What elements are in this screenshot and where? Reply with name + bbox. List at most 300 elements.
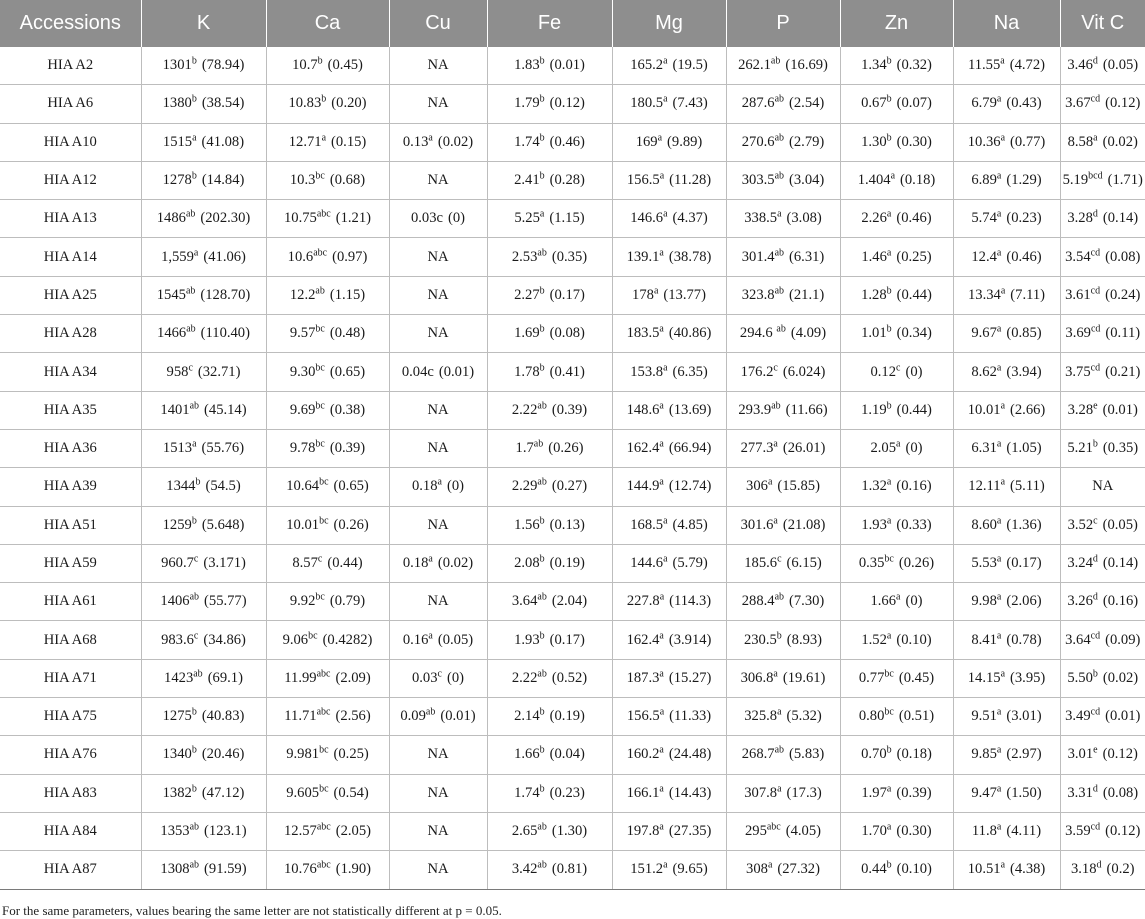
significance-letter: a	[996, 591, 1002, 603]
significance-letter: a	[773, 438, 778, 450]
value-cell	[612, 276, 726, 314]
std-error: (0.30)	[896, 133, 932, 150]
std-error: (14.43)	[668, 784, 712, 801]
value-cell	[612, 123, 726, 161]
value-cell	[266, 161, 389, 199]
std-error: (11.28)	[669, 172, 712, 189]
mean-value: 0.18	[402, 555, 429, 571]
value-cell	[726, 429, 840, 467]
std-error: (0.43)	[1006, 95, 1042, 112]
significance-letter: c	[896, 362, 901, 374]
mean-value: 0.03c	[410, 210, 443, 227]
std-error: (0.17)	[549, 286, 585, 303]
mean-value: 9.981	[286, 746, 320, 763]
mean-value: 5.53	[971, 555, 997, 571]
value-cell	[953, 774, 1060, 812]
std-error: (0.02)	[437, 555, 474, 571]
significance-letter: d	[1092, 208, 1098, 220]
value-cell	[953, 468, 1060, 506]
std-error: (2.04)	[551, 593, 588, 610]
significance-letter: ab	[774, 744, 785, 756]
value-cell	[487, 161, 612, 199]
accession-name: HIA A39	[43, 478, 97, 495]
std-error: (11.66)	[785, 401, 828, 418]
value-cell	[389, 47, 487, 85]
std-error: (0.41)	[549, 363, 585, 380]
significance-letter: b	[539, 630, 545, 642]
mean-value: 1486	[156, 210, 186, 227]
significance-letter: b	[539, 132, 545, 144]
significance-letter: ab	[537, 859, 547, 871]
significance-letter: c	[1093, 515, 1098, 527]
significance-letter: a	[996, 247, 1002, 259]
significance-letter: b	[195, 476, 201, 488]
std-error: (5.11)	[1010, 478, 1045, 495]
std-error: (11.33)	[669, 708, 712, 725]
significance-letter: c	[193, 630, 199, 642]
value-cell	[389, 391, 487, 429]
mean-value: 8.58	[1067, 133, 1094, 150]
mean-value: NA	[427, 516, 449, 533]
accession-cell	[0, 774, 141, 812]
accession-cell	[0, 200, 141, 238]
value-cell	[487, 315, 612, 353]
value-cell	[726, 698, 840, 736]
std-error: (16.69)	[785, 57, 828, 74]
significance-letter: abc	[316, 208, 331, 220]
value-cell	[726, 47, 840, 85]
significance-letter: bc	[315, 438, 325, 450]
std-error: (27.32)	[777, 861, 820, 878]
accession-name: HIA A12	[43, 172, 97, 189]
std-error: (0.19)	[549, 708, 585, 725]
std-error: (3.914)	[668, 631, 712, 648]
value-cell	[953, 698, 1060, 736]
mean-value: 0.12	[870, 363, 897, 380]
mean-value: 0.09	[400, 708, 426, 725]
value-cell	[726, 353, 840, 391]
significance-letter: a	[886, 630, 892, 642]
value-cell	[266, 47, 389, 85]
std-error: (0.09)	[1105, 631, 1141, 648]
value-cell	[141, 812, 266, 850]
value-cell	[141, 200, 266, 238]
std-error: (38.78)	[668, 248, 712, 265]
value-cell	[726, 161, 840, 199]
value-cell	[612, 468, 726, 506]
significance-letter: ab	[774, 591, 785, 603]
significance-letter: a	[996, 783, 1002, 795]
std-error: (0.68)	[329, 172, 366, 189]
std-error: (6.15)	[786, 555, 822, 571]
significance-letter: d	[1092, 783, 1098, 795]
significance-letter: bc	[319, 783, 329, 795]
table-row	[0, 583, 1145, 621]
mean-value: 308	[746, 861, 768, 878]
std-error: (0.78)	[1006, 631, 1042, 648]
value-cell	[840, 698, 953, 736]
value-cell	[840, 161, 953, 199]
std-error: (8.93)	[786, 631, 823, 648]
significance-letter: ab	[774, 132, 785, 144]
significance-letter: a	[663, 362, 668, 374]
accession-cell	[0, 812, 141, 850]
value-cell	[266, 123, 389, 161]
accession-cell	[0, 583, 141, 621]
table-row	[0, 774, 1145, 812]
significance-letter: a	[777, 706, 782, 718]
value-cell	[726, 200, 840, 238]
accession-name: HIA A25	[43, 286, 97, 303]
value-cell	[1060, 276, 1145, 314]
significance-letter: a	[659, 821, 664, 833]
value-cell	[487, 85, 612, 123]
significance-letter: a	[659, 744, 664, 756]
mean-value: 325.8	[744, 708, 778, 725]
value-cell	[141, 583, 266, 621]
mean-value: 1340	[162, 746, 192, 763]
accession-name: HIA A61	[43, 593, 97, 610]
std-error: (13.77)	[663, 286, 706, 303]
significance-letter: bc	[884, 553, 894, 565]
value-cell	[840, 123, 953, 161]
value-cell	[487, 774, 612, 812]
value-cell	[266, 736, 389, 774]
significance-letter: ab	[774, 93, 785, 105]
mean-value: 1259	[162, 516, 192, 533]
std-error: (0.02)	[1102, 133, 1138, 150]
significance-letter: c	[437, 668, 442, 680]
mean-value: 14.15	[967, 669, 1001, 686]
value-cell	[612, 812, 726, 850]
value-cell	[487, 47, 612, 85]
significance-letter: ab	[185, 208, 196, 220]
value-cell	[141, 391, 266, 429]
col-header-ca: Ca	[266, 0, 389, 47]
value-cell	[840, 238, 953, 276]
mean-value: NA	[427, 746, 449, 763]
std-error: (0.05)	[437, 631, 474, 648]
table-row	[0, 851, 1145, 889]
std-error: (0.17)	[1006, 555, 1042, 571]
std-error: (0.16)	[896, 478, 932, 495]
significance-letter: bcd	[1088, 170, 1103, 182]
mean-value: 165.2	[630, 57, 664, 74]
value-cell	[612, 238, 726, 276]
significance-letter: a	[996, 323, 1002, 335]
significance-letter: ab	[776, 323, 786, 335]
mean-value: 162.4	[626, 631, 660, 648]
std-error: (5.32)	[786, 708, 822, 725]
significance-letter: a	[659, 630, 664, 642]
std-error: (6.31)	[789, 248, 825, 265]
col-header-vitc: Vit C	[1060, 0, 1145, 47]
accession-name: HIA A71	[43, 669, 97, 686]
significance-letter: a	[659, 323, 664, 335]
value-cell	[1060, 583, 1145, 621]
value-cell	[389, 161, 487, 199]
mean-value: 3.59	[1065, 823, 1091, 840]
std-error: (0.44)	[896, 286, 932, 303]
std-error: (4.72)	[1009, 57, 1045, 74]
value-cell	[389, 774, 487, 812]
significance-letter: cd	[1090, 323, 1101, 335]
significance-letter: ab	[189, 821, 200, 833]
std-error: (15.27)	[668, 669, 712, 686]
std-error: (0.10)	[896, 631, 932, 648]
value-cell	[141, 506, 266, 544]
std-error: (0.21)	[1105, 363, 1141, 380]
table-row	[0, 468, 1145, 506]
mean-value: 2.22	[511, 401, 538, 418]
significance-letter: b	[539, 93, 545, 105]
std-error: (17.3)	[786, 784, 822, 801]
significance-letter: a	[659, 438, 664, 450]
value-cell	[840, 774, 953, 812]
significance-letter: ab	[774, 247, 785, 259]
mean-value: 323.8	[741, 286, 775, 303]
std-error: (5.648)	[201, 516, 245, 533]
std-error: (78.94)	[201, 57, 245, 74]
mean-value: 169	[635, 133, 658, 150]
std-error: (40.83)	[201, 708, 245, 725]
value-cell	[953, 812, 1060, 850]
value-cell	[840, 391, 953, 429]
table-footnote: For the same parameters, values bearing the same letter are not statistically different at p = 0.05.	[2, 903, 502, 918]
significance-letter: ab	[537, 247, 547, 259]
significance-letter: ab	[537, 400, 547, 412]
mean-value: 9.47	[971, 784, 997, 801]
significance-letter: a	[663, 208, 668, 220]
value-cell	[726, 851, 840, 889]
accession-cell	[0, 851, 141, 889]
accession-cell	[0, 353, 141, 391]
std-error: (0.32)	[896, 57, 932, 74]
mean-value: 10.64	[286, 478, 320, 495]
mean-value: 1.56	[514, 516, 540, 533]
mean-value: 1.78	[514, 363, 540, 380]
significance-letter: cd	[1090, 706, 1101, 718]
value-cell	[389, 544, 487, 582]
value-cell	[953, 429, 1060, 467]
std-error: (38.54)	[201, 95, 245, 112]
significance-letter: a	[767, 476, 773, 488]
std-error: (0.01)	[1105, 708, 1141, 725]
mean-value: 185.6	[744, 555, 778, 571]
value-cell	[840, 506, 953, 544]
std-error: (0)	[446, 669, 465, 686]
mean-value: 156.5	[626, 708, 660, 725]
significance-letter: c	[188, 362, 193, 374]
mean-value: 11.99	[284, 669, 317, 686]
std-error: (3.01)	[1006, 708, 1042, 725]
mean-value: 11.55	[967, 57, 1001, 74]
mean-value: 1.83	[514, 57, 540, 74]
mean-value: 1301	[162, 57, 192, 74]
accession-name: HIA A36	[43, 440, 97, 457]
significance-letter: abc	[316, 706, 331, 718]
value-cell	[266, 429, 389, 467]
significance-letter: b	[539, 515, 545, 527]
significance-letter: ab	[537, 821, 547, 833]
mean-value: NA	[427, 784, 449, 801]
mean-value: 1.52	[861, 631, 887, 648]
value-cell	[487, 353, 612, 391]
std-error: (41.06)	[203, 248, 246, 265]
value-cell	[487, 276, 612, 314]
value-cell	[612, 391, 726, 429]
value-cell	[726, 238, 840, 276]
value-cell	[1060, 698, 1145, 736]
mean-value: 12.71	[288, 133, 322, 150]
significance-letter: b	[321, 93, 327, 105]
mean-value: 301.6	[740, 516, 774, 533]
mean-value: 180.5	[630, 95, 664, 112]
mean-value: NA	[427, 57, 449, 74]
mean-value: 166.1	[626, 784, 660, 801]
std-error: (0.85)	[1006, 325, 1042, 342]
significance-letter: b	[191, 55, 197, 67]
mean-value: 1.66	[870, 593, 897, 610]
accession-name: HIA A34	[43, 363, 97, 380]
mean-value: 1.7	[515, 440, 534, 457]
significance-letter: a	[659, 668, 664, 680]
mean-value: 294.6	[739, 325, 777, 342]
std-error: (0.11)	[1105, 325, 1141, 342]
value-cell	[1060, 774, 1145, 812]
value-cell	[487, 621, 612, 659]
significance-letter: b	[886, 323, 892, 335]
std-error: (0.28)	[549, 172, 585, 189]
accession-name: HIA A51	[43, 516, 97, 533]
value-cell	[487, 583, 612, 621]
significance-letter: a	[996, 553, 1002, 565]
mean-value: 3.61	[1065, 286, 1091, 303]
value-cell	[726, 736, 840, 774]
value-cell	[1060, 238, 1145, 276]
value-cell	[953, 238, 1060, 276]
value-cell	[726, 621, 840, 659]
std-error: (1.50)	[1006, 784, 1042, 801]
value-cell	[840, 583, 953, 621]
mean-value: 146.6	[630, 210, 664, 227]
std-error: (27.35)	[668, 823, 712, 840]
significance-letter: a	[996, 821, 1002, 833]
mean-value: 3.64	[1065, 631, 1091, 648]
mean-value: 1513	[162, 440, 193, 457]
std-error: (0.24)	[1105, 286, 1141, 303]
std-error: (40.86)	[668, 325, 712, 342]
significance-letter: bc	[884, 706, 894, 718]
significance-letter: a	[996, 93, 1002, 105]
value-cell	[612, 200, 726, 238]
significance-letter: b	[191, 170, 197, 182]
table-row	[0, 85, 1145, 123]
value-cell	[612, 47, 726, 85]
accession-cell	[0, 736, 141, 774]
std-error: (0.46)	[896, 210, 932, 227]
table-row	[0, 506, 1145, 544]
table-row	[0, 200, 1145, 238]
mean-value: 9.98	[971, 593, 997, 610]
significance-letter: bc	[319, 515, 329, 527]
mean-value: 3.67	[1065, 95, 1091, 112]
value-cell	[612, 698, 726, 736]
value-cell	[487, 698, 612, 736]
mean-value: 1.66	[514, 746, 540, 763]
mean-value: 1275	[162, 708, 192, 725]
std-error: (0.01)	[1102, 401, 1138, 418]
mean-value: 1.32	[861, 478, 887, 495]
significance-letter: b	[539, 744, 545, 756]
std-error: (0.52)	[551, 669, 588, 686]
mean-value: 1.46	[861, 248, 887, 265]
significance-letter: b	[191, 744, 197, 756]
value-cell	[389, 621, 487, 659]
value-cell	[487, 736, 612, 774]
value-cell	[141, 774, 266, 812]
std-error: (0.35)	[1102, 440, 1139, 457]
mean-value: 1.01	[861, 325, 887, 342]
mean-value: 5.19	[1062, 172, 1089, 189]
value-cell	[953, 200, 1060, 238]
value-cell	[1060, 544, 1145, 582]
std-error: (0.54)	[333, 784, 369, 801]
significance-letter: ab	[425, 706, 436, 718]
value-cell	[266, 659, 389, 697]
value-cell	[953, 621, 1060, 659]
significance-letter: a	[1000, 400, 1006, 412]
significance-letter: ab	[315, 285, 325, 297]
mean-value: 9.57	[289, 325, 316, 342]
significance-letter: b	[539, 170, 545, 182]
mean-value: 12.57	[284, 823, 317, 840]
mean-value: 156.5	[626, 172, 660, 189]
table-row	[0, 161, 1145, 199]
significance-letter: a	[663, 859, 668, 871]
value-cell	[487, 238, 612, 276]
std-error: (1.71)	[1107, 172, 1143, 189]
value-cell	[726, 468, 840, 506]
std-error: (7.30)	[789, 593, 825, 610]
mean-value: 0.04c	[401, 363, 434, 380]
mean-value: 8.57	[292, 555, 318, 571]
std-error: (0.18)	[896, 746, 932, 763]
significance-letter: a	[886, 783, 892, 795]
std-error: (0.01)	[549, 57, 585, 74]
std-error: (0.08)	[549, 325, 585, 342]
value-cell	[1060, 468, 1145, 506]
std-error: (0.12)	[549, 95, 585, 112]
mean-value: 8.62	[971, 363, 997, 380]
std-error: (3.94)	[1006, 363, 1042, 380]
std-error: (0.81)	[551, 861, 588, 878]
value-cell	[389, 276, 487, 314]
value-cell	[389, 315, 487, 353]
std-error: (55.76)	[201, 440, 245, 457]
value-cell	[840, 621, 953, 659]
significance-letter: abc	[316, 668, 331, 680]
std-error: (0.02)	[1102, 669, 1139, 686]
value-cell	[1060, 85, 1145, 123]
mean-value: NA	[427, 823, 449, 840]
mean-value: 9.85	[971, 746, 997, 763]
std-error: (0.13)	[549, 516, 585, 533]
value-cell	[141, 659, 266, 697]
mean-value: 197.8	[626, 823, 660, 840]
value-cell	[840, 85, 953, 123]
value-cell	[953, 353, 1060, 391]
